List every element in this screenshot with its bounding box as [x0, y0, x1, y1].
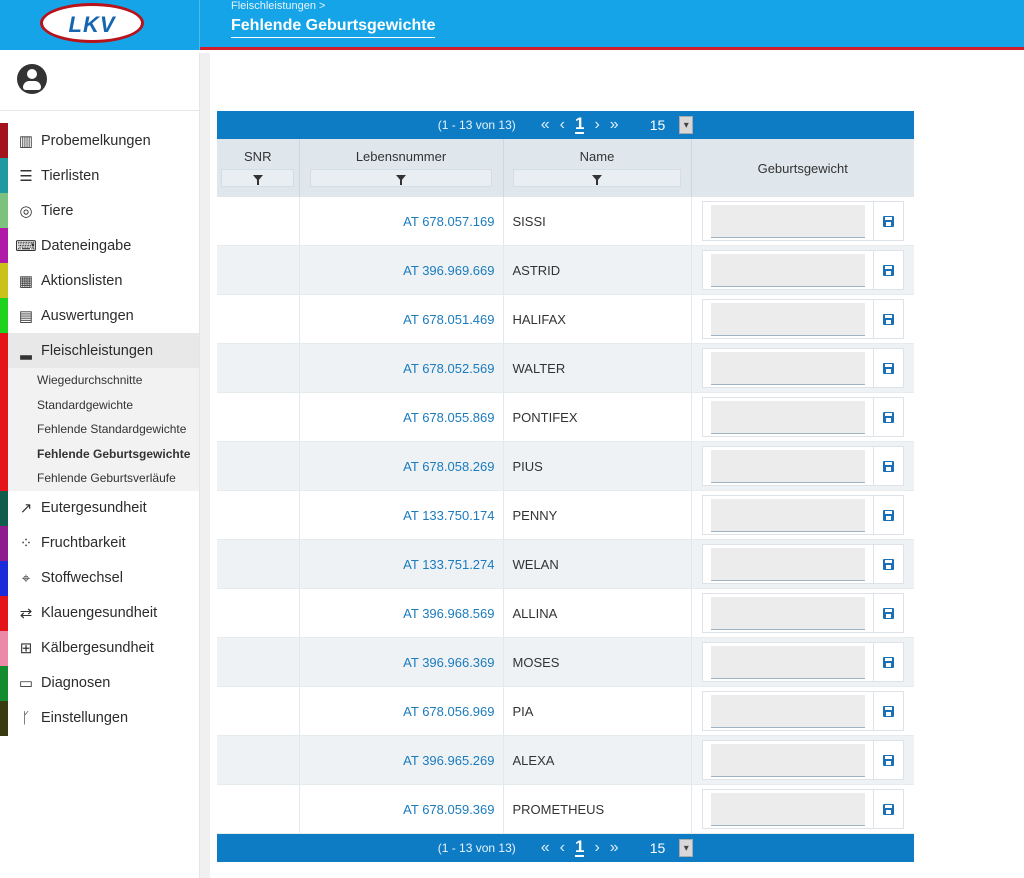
- weight-box: [702, 201, 905, 241]
- cell-name: ALEXA: [503, 736, 691, 785]
- sidebar-submenu: [0, 368, 199, 491]
- save-icon: [883, 706, 894, 717]
- cell-name: PENNY: [503, 491, 691, 540]
- prev-page-button[interactable]: ‹: [559, 116, 565, 133]
- birth-weight-input[interactable]: [711, 646, 865, 679]
- table-header-row: [217, 139, 914, 197]
- sidebar-menu: [0, 123, 199, 736]
- cell-lebensnummer[interactable]: AT 396.969.669: [299, 246, 503, 295]
- weight-box: [702, 544, 905, 584]
- filter-name[interactable]: [513, 169, 681, 187]
- color-bar: [0, 666, 8, 701]
- weight-box: [702, 495, 905, 535]
- cell-lebensnummer[interactable]: AT 678.057.169: [299, 197, 503, 246]
- first-page-button[interactable]: «: [540, 116, 550, 133]
- color-bar: [0, 526, 8, 561]
- save-button[interactable]: [873, 349, 904, 387]
- weight-editor: [692, 197, 915, 245]
- cell-geburtsgewicht: [691, 736, 914, 785]
- save-button[interactable]: [873, 594, 904, 632]
- save-button[interactable]: [873, 398, 904, 436]
- save-button[interactable]: [873, 202, 904, 240]
- weight-box: [702, 250, 905, 290]
- cell-name: PIUS: [503, 442, 691, 491]
- sidebar-item-label: Aktionslisten: [41, 272, 123, 289]
- cell-snr: [217, 589, 299, 638]
- sidebar-item-tiere[interactable]: [0, 193, 199, 228]
- sidebar-item-kälbergesundheit[interactable]: [0, 631, 199, 666]
- cell-lebensnummer[interactable]: AT 396.966.369: [299, 638, 503, 687]
- cell-lebensnummer[interactable]: AT 678.055.869: [299, 393, 503, 442]
- cell-lebensnummer[interactable]: AT 678.059.369: [299, 785, 503, 834]
- content-gutter: [200, 53, 210, 878]
- page-size-select[interactable]: 15: [649, 840, 666, 857]
- target-icon: ◎: [19, 202, 33, 220]
- cell-lebensnummer[interactable]: AT 678.052.569: [299, 344, 503, 393]
- retweet-icon: ⇄: [19, 605, 33, 622]
- sidebar-item-klauengesundheit[interactable]: [0, 596, 199, 631]
- app-header: [0, 0, 1024, 50]
- calendar-icon: ▦: [18, 272, 34, 290]
- sidebar-item-probemelkungen[interactable]: [0, 123, 199, 158]
- weight-box: [702, 446, 905, 486]
- weight-editor: [692, 491, 915, 539]
- sidebar-item-label: Einstellungen: [41, 710, 129, 726]
- weight-box: [702, 397, 905, 437]
- sidebar-item-label: Tiere: [41, 202, 74, 219]
- color-bar: [0, 596, 8, 631]
- save-button[interactable]: [873, 300, 904, 338]
- table-row[interactable]: [217, 344, 914, 393]
- weight-box: [702, 299, 905, 339]
- birth-weight-input[interactable]: [711, 352, 865, 385]
- color-bar: [0, 158, 8, 193]
- save-icon: [883, 265, 894, 276]
- cell-snr: [217, 295, 299, 344]
- column-header-lebensnummer[interactable]: [299, 139, 503, 197]
- next-page-button[interactable]: ›: [594, 839, 600, 857]
- save-icon: [883, 412, 894, 423]
- color-bar: [0, 123, 8, 158]
- save-icon: [883, 657, 894, 668]
- filter-lebensnummer[interactable]: [310, 169, 493, 187]
- sidebar-item-aktionslisten[interactable]: [0, 263, 199, 298]
- table-row[interactable]: [217, 589, 914, 638]
- sidebar-item-fleischleistungen[interactable]: [0, 333, 199, 368]
- table-body: [217, 197, 914, 834]
- birth-weight-input[interactable]: [711, 695, 865, 728]
- cell-snr: [217, 687, 299, 736]
- sidebar-item-label: Kälbergesundheit: [41, 640, 154, 656]
- cell-lebensnummer[interactable]: AT 678.058.269: [299, 442, 503, 491]
- current-page[interactable]: 1: [575, 114, 585, 133]
- newspaper-icon: ▤: [18, 307, 34, 325]
- cell-geburtsgewicht: [691, 246, 914, 295]
- weight-box: [702, 691, 905, 731]
- birth-weight-input[interactable]: [711, 254, 865, 287]
- cell-snr: [217, 540, 299, 589]
- user-account-icon[interactable]: [17, 64, 47, 94]
- cell-name: PONTIFEX: [503, 393, 691, 442]
- column-label-geburtsgewicht: Geburtsgewicht: [757, 160, 848, 176]
- color-bar: [0, 701, 8, 736]
- sidebar-item-label: Eutergesundheit: [41, 500, 147, 516]
- pager-top: [217, 111, 914, 139]
- cell-lebensnummer[interactable]: AT 678.051.469: [299, 295, 503, 344]
- list-icon: ☰: [19, 167, 33, 185]
- submenu-item[interactable]: Fehlende Geburtsgewichte: [37, 446, 191, 461]
- save-icon: [883, 608, 894, 619]
- color-bar: [0, 228, 8, 263]
- weight-editor: [692, 295, 915, 343]
- table-row[interactable]: [217, 197, 914, 246]
- cell-snr: [217, 344, 299, 393]
- cell-geburtsgewicht: [691, 295, 914, 344]
- spinner-icon: ⁘: [19, 535, 33, 552]
- weight-editor: [692, 246, 915, 294]
- sidebar-item-auswertungen[interactable]: [0, 298, 199, 333]
- birth-weight-input[interactable]: [711, 793, 865, 826]
- cell-geburtsgewicht: [691, 344, 914, 393]
- save-button[interactable]: [873, 447, 904, 485]
- pager-bottom: [217, 834, 914, 862]
- cell-snr: [217, 393, 299, 442]
- signal-icon: ▂: [20, 342, 32, 360]
- sidebar-item-label: Probemelkungen: [41, 132, 151, 149]
- save-icon: [883, 510, 894, 521]
- save-button[interactable]: [873, 790, 904, 828]
- weight-editor: [692, 638, 915, 686]
- table-row[interactable]: [217, 736, 914, 785]
- crosshairs-icon: ⌖: [21, 569, 31, 587]
- sidebar-item-label: Diagnosen: [41, 675, 111, 691]
- save-icon: [883, 461, 894, 472]
- table-row[interactable]: [217, 393, 914, 442]
- table-row[interactable]: [217, 246, 914, 295]
- cell-snr: [217, 736, 299, 785]
- color-bar: [0, 193, 8, 228]
- sidebar-item-label: Fleischleistungen: [41, 342, 154, 359]
- sidebar-item-fruchtbarkeit[interactable]: [0, 526, 199, 561]
- table-row[interactable]: [217, 638, 914, 687]
- data-table: [217, 139, 914, 834]
- cell-lebensnummer[interactable]: AT 396.965.269: [299, 736, 503, 785]
- plus-square-icon: ⊞: [19, 640, 33, 657]
- cell-name: HALIFAX: [503, 295, 691, 344]
- cell-geburtsgewicht: [691, 638, 914, 687]
- birth-weight-input[interactable]: [711, 597, 865, 630]
- filter-icon: [592, 175, 602, 181]
- chevron-down-icon[interactable]: ▾: [679, 116, 693, 134]
- cell-geburtsgewicht: [691, 785, 914, 834]
- save-button[interactable]: [873, 692, 904, 730]
- sidebar-item-label: Auswertungen: [41, 307, 134, 324]
- save-button[interactable]: [873, 643, 904, 681]
- weight-box: [702, 789, 905, 829]
- save-icon: [883, 755, 894, 766]
- cell-geburtsgewicht: [691, 687, 914, 736]
- column-label-name: Name: [579, 149, 615, 164]
- sidebar-item-label: Klauengesundheit: [41, 605, 158, 621]
- column-header-name[interactable]: [503, 139, 691, 197]
- color-bar: [0, 491, 8, 526]
- weight-editor: [692, 687, 915, 735]
- cell-lebensnummer[interactable]: AT 678.056.969: [299, 687, 503, 736]
- pager-range: (1 - 13 von 13): [437, 841, 516, 856]
- cell-snr: [217, 442, 299, 491]
- table-row[interactable]: [217, 785, 914, 834]
- birth-weight-input[interactable]: [711, 401, 865, 434]
- cell-name: ALLINA: [503, 589, 691, 638]
- birth-weight-input[interactable]: [711, 499, 865, 532]
- sidebar-item-tierlisten[interactable]: [0, 158, 199, 193]
- sidebar-item-label: Tierlisten: [41, 167, 100, 184]
- color-bar: [0, 368, 8, 491]
- table-row[interactable]: [217, 687, 914, 736]
- cell-geburtsgewicht: [691, 491, 914, 540]
- weight-editor: [692, 393, 915, 441]
- folder-open-icon: ▭: [18, 675, 34, 692]
- submenu-item[interactable]: Wiegedurchschnitte: [37, 373, 143, 388]
- last-page-button[interactable]: »: [609, 839, 619, 857]
- cell-name: PIA: [503, 687, 691, 736]
- table-row[interactable]: [217, 540, 914, 589]
- line-chart-icon: ↗: [19, 500, 33, 517]
- weight-box: [702, 642, 905, 682]
- cell-snr: [217, 491, 299, 540]
- submenu-item[interactable]: Standardgewichte: [37, 397, 134, 412]
- last-page-button[interactable]: »: [609, 116, 619, 133]
- weight-editor: [692, 442, 915, 490]
- weight-editor: [692, 589, 915, 637]
- cell-lebensnummer[interactable]: AT 133.750.174: [299, 491, 503, 540]
- page-size-select[interactable]: 15: [649, 117, 666, 133]
- column-header-geburtsgewicht: [691, 139, 914, 197]
- color-bar: [0, 263, 8, 298]
- birth-weight-input[interactable]: [711, 744, 865, 777]
- weight-editor: [692, 785, 915, 833]
- branch-icon: ᚴ: [21, 709, 31, 727]
- page-title: Fehlende Geburtsgewichte: [231, 17, 435, 38]
- cell-name: SISSI: [503, 197, 691, 246]
- pager-range: (1 - 13 von 13): [437, 118, 516, 132]
- save-button[interactable]: [873, 741, 904, 779]
- birth-weight-table: [217, 111, 914, 862]
- prev-page-button[interactable]: ‹: [559, 839, 565, 857]
- keyboard-icon: ⌨: [15, 237, 37, 255]
- sidebar-item-label: Fruchtbarkeit: [41, 535, 126, 551]
- cell-name: PROMETHEUS: [503, 785, 691, 834]
- sidebar-item-diagnosen[interactable]: [0, 666, 199, 701]
- save-icon: [883, 314, 894, 325]
- cell-geburtsgewicht: [691, 589, 914, 638]
- user-row: [0, 53, 199, 111]
- sidebar-item-eutergesundheit[interactable]: [0, 491, 199, 526]
- column-label-snr: SNR: [244, 149, 272, 164]
- color-bar: [0, 298, 8, 333]
- filter-icon: [253, 175, 263, 181]
- next-page-button[interactable]: ›: [594, 116, 600, 133]
- submenu-item[interactable]: Fehlende Geburtsverläufe: [37, 471, 176, 486]
- save-icon: [883, 804, 894, 815]
- color-bar: [0, 631, 8, 666]
- breadcrumb[interactable]: Fleischleistungen >: [231, 0, 326, 12]
- weight-editor: [692, 540, 915, 588]
- sidebar-item-dateneingabe[interactable]: [0, 228, 199, 263]
- weight-editor: [692, 344, 915, 392]
- birth-weight-input[interactable]: [711, 303, 865, 336]
- table-row[interactable]: [217, 491, 914, 540]
- birth-weight-input[interactable]: [711, 205, 865, 238]
- save-icon: [883, 559, 894, 570]
- table-row[interactable]: [217, 442, 914, 491]
- weight-box: [702, 593, 905, 633]
- save-icon: [883, 216, 894, 227]
- cell-name: MOSES: [503, 638, 691, 687]
- submenu-item[interactable]: Fehlende Standardgewichte: [37, 422, 187, 437]
- cell-snr: [217, 246, 299, 295]
- logo-area[interactable]: [0, 0, 200, 50]
- table-row[interactable]: [217, 295, 914, 344]
- cell-geburtsgewicht: [691, 197, 914, 246]
- cell-lebensnummer[interactable]: AT 133.751.274: [299, 540, 503, 589]
- cell-geburtsgewicht: [691, 442, 914, 491]
- column-label-lebensnummer: Lebensnummer: [355, 149, 447, 164]
- filter-icon: [396, 175, 406, 181]
- column-header-snr[interactable]: [217, 139, 299, 197]
- cell-name: WELAN: [503, 540, 691, 589]
- weight-box: [702, 740, 905, 780]
- cell-name: ASTRID: [503, 246, 691, 295]
- current-page[interactable]: 1: [575, 837, 585, 857]
- sidebar-item-label: Stoffwechsel: [41, 570, 123, 586]
- lkv-logo[interactable]: [40, 3, 144, 43]
- cell-snr: [217, 197, 299, 246]
- weight-editor: [692, 736, 915, 784]
- cell-lebensnummer[interactable]: AT 396.968.569: [299, 589, 503, 638]
- chevron-down-icon[interactable]: ▾: [679, 839, 693, 857]
- cell-snr: [217, 785, 299, 834]
- logo-text: LKV: [68, 12, 116, 37]
- filter-snr[interactable]: [221, 169, 294, 187]
- save-button[interactable]: [873, 251, 904, 289]
- first-page-button[interactable]: «: [540, 839, 550, 857]
- weight-box: [702, 348, 905, 388]
- sidebar-item-einstellungen[interactable]: [0, 701, 199, 736]
- birth-weight-input[interactable]: [711, 450, 865, 483]
- cell-snr: [217, 638, 299, 687]
- cell-geburtsgewicht: [691, 540, 914, 589]
- color-bar: [0, 561, 8, 596]
- save-button[interactable]: [873, 496, 904, 534]
- save-icon: [883, 363, 894, 374]
- sidebar-item-label: Dateneingabe: [41, 237, 132, 254]
- birth-weight-input[interactable]: [711, 548, 865, 581]
- sidebar: [0, 53, 200, 878]
- cell-name: WALTER: [503, 344, 691, 393]
- color-bar: [0, 333, 8, 368]
- bar-chart-icon: ▥: [18, 132, 34, 150]
- save-button[interactable]: [873, 545, 904, 583]
- sidebar-item-stoffwechsel[interactable]: [0, 561, 199, 596]
- cell-geburtsgewicht: [691, 393, 914, 442]
